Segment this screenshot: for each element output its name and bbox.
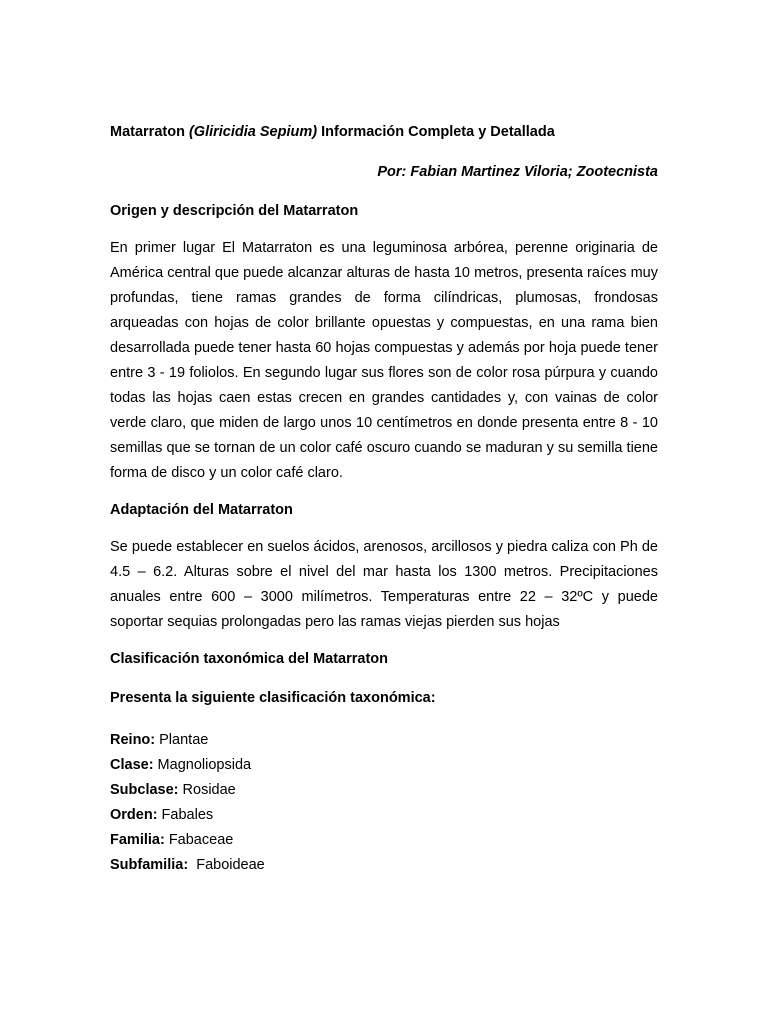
taxonomy-value: Fabales bbox=[157, 807, 214, 823]
taxonomy-key: Orden: bbox=[110, 807, 158, 823]
taxonomy-value: Rosidae bbox=[178, 782, 236, 798]
title-scientific-name: (Gliricidia Sepium) bbox=[188, 124, 318, 140]
taxonomy-item-subfamilia bbox=[110, 853, 658, 878]
taxonomy-key: Familia: bbox=[110, 832, 165, 848]
taxonomy-value: Fabaceae bbox=[164, 832, 234, 848]
subheading-clasificacion: Presenta la siguiente clasificación taxonómica: bbox=[110, 690, 436, 706]
taxonomy-key: Clase: bbox=[110, 757, 154, 773]
title-part2: Información Completa y Detallada bbox=[317, 124, 555, 140]
taxonomy-value: Faboideae bbox=[188, 857, 265, 873]
taxonomy-item-reino bbox=[110, 728, 658, 753]
taxonomy-item-subclase bbox=[110, 778, 658, 803]
title-part1: Matarraton bbox=[110, 124, 189, 140]
taxonomy-item-orden bbox=[110, 803, 658, 828]
taxonomy-value: Magnoliopsida bbox=[153, 757, 252, 773]
paragraph-origen: En primer lugar El Matarraton es una leguminosa arbórea, perenne originaria de América central que puede alcanzar alturas de hasta 10 metros, presenta raíces muy profundas, tiene ramas grandes de forma cilíndricas, plumosas, frondosas arqueadas con hojas de color brillante opuestas y compuestas, en una rama bien desarrollada puede tener hasta 60 hojas compuestas y además por hoja puede tener entre 3 - 19 foliolos. En segundo lugar sus flores son de color rosa púrpura y cuando todas las hojas caen estas crecen en grandes cantidades y, con vainas de color verde claro, que miden de largo unos 10 centímetros en donde presenta entre 8 - 10 semillas que se tornan de un color café oscuro cuando se maduran y su semilla tiene forma de disco y un color café claro. bbox=[110, 240, 658, 481]
document-author: Por: Fabian Martinez Viloria; Zootecnista bbox=[377, 164, 658, 180]
taxonomy-key: Subfamilia: bbox=[110, 857, 189, 873]
document-title bbox=[110, 122, 658, 142]
heading-clasificacion: Clasificación taxonómica del Matarraton bbox=[110, 651, 388, 667]
heading-origen: Origen y descripción del Matarraton bbox=[110, 203, 359, 219]
document-page bbox=[110, 122, 658, 878]
paragraph-adaptacion: Se puede establecer en suelos ácidos, arenosos, arcillosos y piedra caliza con Ph de 4.5 – 6.2. Alturas sobre el nivel del mar hasta los 1300 metros. Precipitaciones anuales entre 600 – 3000 milímetros. Temperaturas entre 22 – 32ºC y puede soportar sequias prolongadas pero las ramas viejas pierden sus hojas bbox=[110, 539, 658, 630]
taxonomy-key: Reino: bbox=[110, 732, 156, 748]
taxonomy-item-familia bbox=[110, 828, 658, 853]
taxonomy-list bbox=[110, 728, 658, 878]
taxonomy-key: Subclase: bbox=[110, 782, 179, 798]
taxonomy-item-clase bbox=[110, 753, 658, 778]
heading-adaptacion: Adaptación del Matarraton bbox=[110, 502, 293, 518]
taxonomy-value: Plantae bbox=[155, 732, 209, 748]
